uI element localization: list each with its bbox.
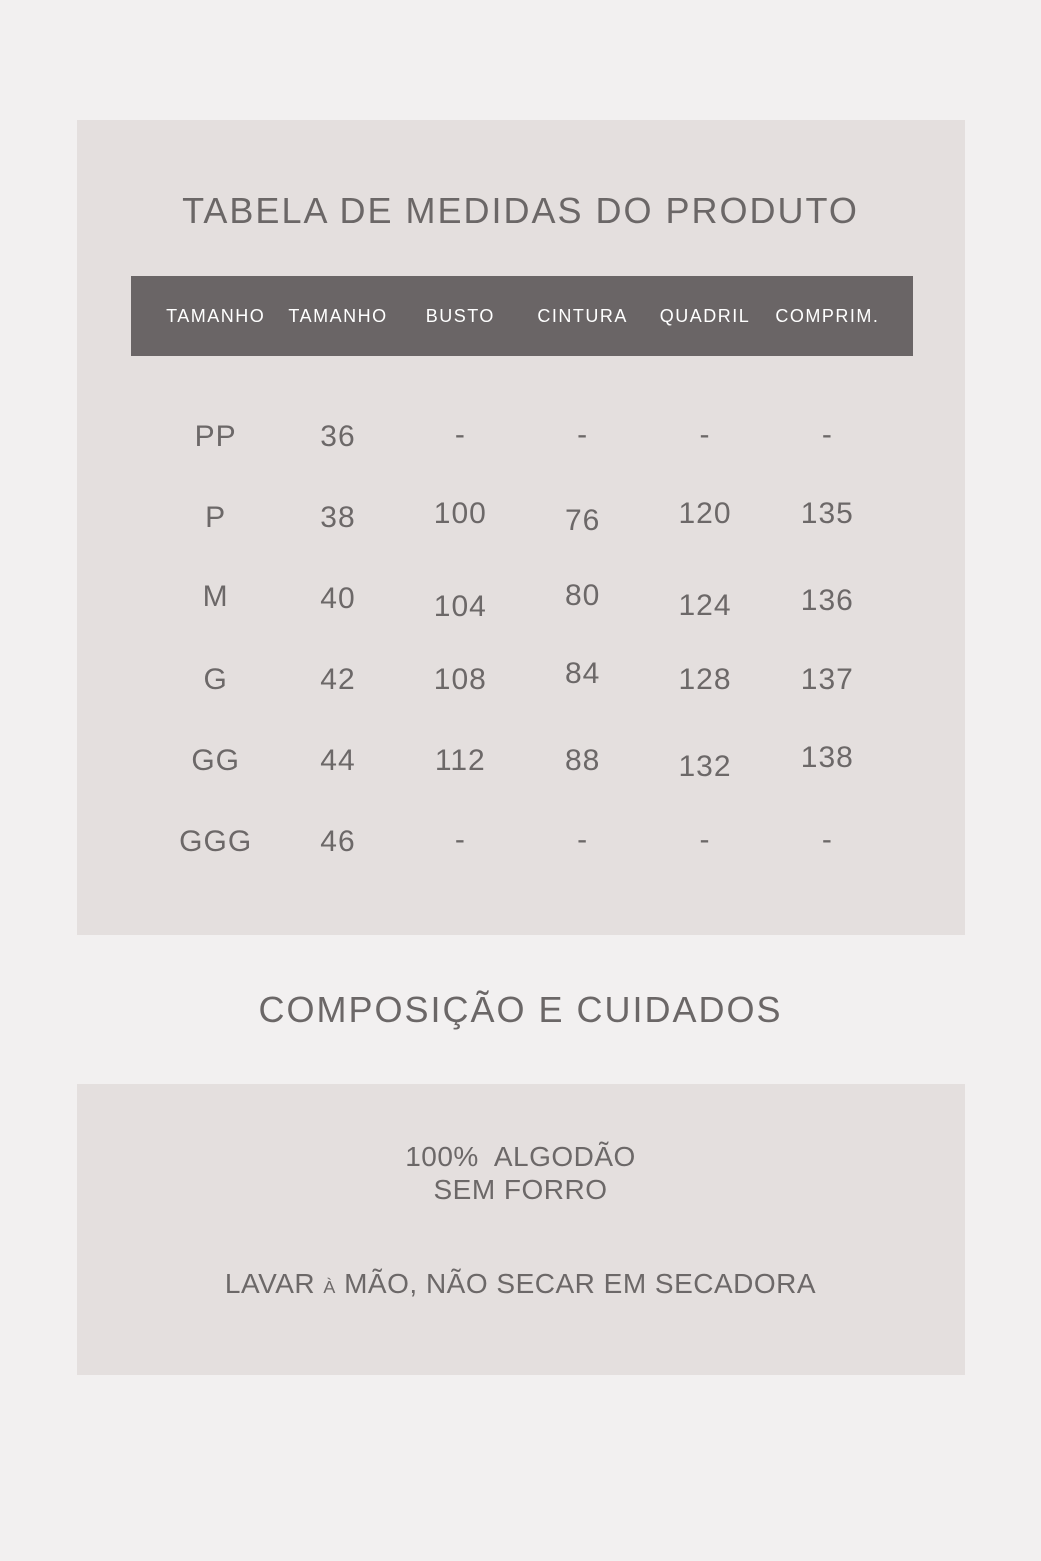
size-cell: P xyxy=(205,500,227,534)
size-chart-header-row xyxy=(131,276,913,356)
quadril-cell: 128 xyxy=(678,662,732,696)
column-header-quadril: QUADRIL xyxy=(659,305,751,326)
quadril-cell: 132 xyxy=(678,749,732,783)
tamanho-cell: 42 xyxy=(320,662,356,696)
comprim-cell: 138 xyxy=(800,740,854,774)
quadril-cell: - xyxy=(699,417,711,451)
size-row-gg xyxy=(155,720,889,801)
care-section-title: COMPOSIÇÃO E CUIDADOS xyxy=(258,988,783,1030)
busto-cell: 112 xyxy=(434,743,486,777)
comprim-cell: 136 xyxy=(800,583,854,617)
cintura-cell: - xyxy=(577,417,589,451)
size-cell: GGG xyxy=(179,824,253,858)
cintura-cell: 76 xyxy=(564,503,601,537)
size-chart-panel xyxy=(77,120,965,935)
cintura-cell: 80 xyxy=(564,578,601,612)
column-header-tamanho-1: TAMANHO xyxy=(166,305,266,326)
column-header-cintura: CINTURA xyxy=(537,305,628,326)
column-header-comprim: COMPRIM. xyxy=(775,305,880,326)
tamanho-cell: 44 xyxy=(320,743,356,777)
cintura-cell: - xyxy=(577,822,589,856)
composition-line-1: 100% ALGODÃO xyxy=(405,1141,636,1172)
busto-cell: 100 xyxy=(433,496,487,530)
busto-cell: 104 xyxy=(433,589,487,623)
care-instruction-post: MÃO, NÃO SECAR EM SECADORA xyxy=(335,1268,817,1299)
size-chart-title: TABELA DE MEDIDAS DO PRODUTO xyxy=(182,190,859,231)
column-header-tamanho-2: TAMANHO xyxy=(288,305,388,326)
quadril-cell: 124 xyxy=(678,588,732,622)
tamanho-cell: 38 xyxy=(320,500,356,534)
tamanho-cell: 36 xyxy=(320,419,356,453)
comprim-cell: - xyxy=(821,822,833,856)
tamanho-cell: 46 xyxy=(320,824,356,858)
size-row-p xyxy=(155,477,889,558)
size-row-pp xyxy=(155,396,889,477)
care-instruction-small-word: À xyxy=(323,1277,336,1297)
busto-cell: - xyxy=(454,417,466,451)
care-instruction xyxy=(77,1268,965,1300)
composition-line-2: SEM FORRO xyxy=(433,1174,608,1205)
comprim-cell: 135 xyxy=(800,496,854,530)
care-panel xyxy=(77,1084,965,1375)
size-cell: GG xyxy=(191,743,240,777)
busto-cell: 108 xyxy=(433,662,487,696)
size-chart-body xyxy=(131,396,913,882)
quadril-cell: 120 xyxy=(678,496,732,530)
size-cell: PP xyxy=(194,419,237,453)
care-instruction-pre: LAVAR xyxy=(224,1268,324,1299)
size-row-ggg xyxy=(155,801,889,882)
cintura-cell: 84 xyxy=(564,656,601,690)
comprim-cell: - xyxy=(821,417,833,451)
comprim-cell: 137 xyxy=(800,662,854,696)
size-cell: M xyxy=(202,579,229,613)
size-cell: G xyxy=(203,662,228,696)
cintura-cell: 88 xyxy=(564,743,601,777)
quadril-cell: - xyxy=(699,822,711,856)
column-header-busto: BUSTO xyxy=(425,305,495,326)
size-row-m xyxy=(155,558,889,639)
tamanho-cell: 40 xyxy=(320,581,356,615)
busto-cell: - xyxy=(454,822,466,856)
size-row-g xyxy=(155,639,889,720)
